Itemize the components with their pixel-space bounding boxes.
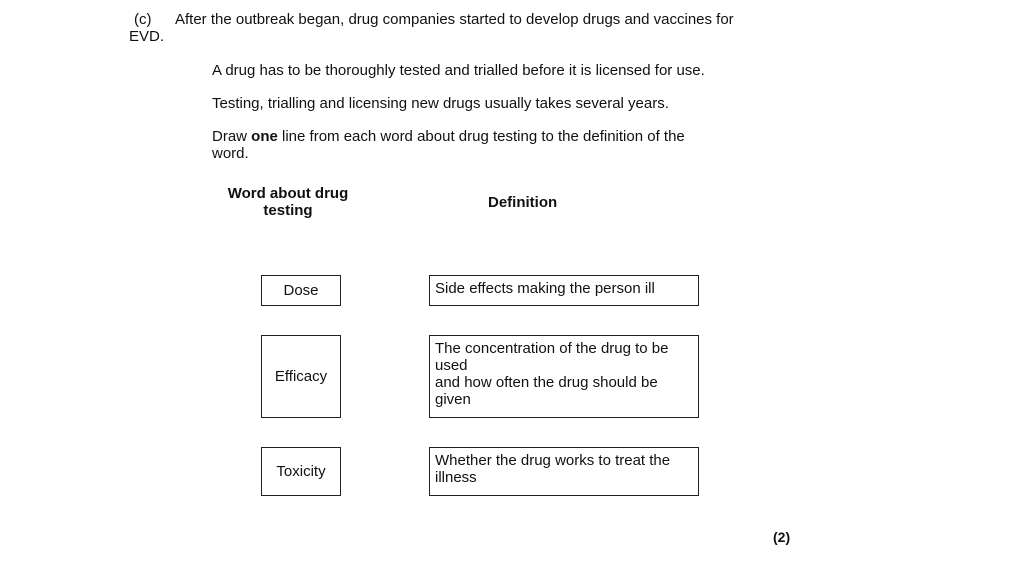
instruction-bold: one <box>251 128 278 145</box>
definition-text: Side effects making the person ill <box>435 280 655 297</box>
word-efficacy: Efficacy <box>274 368 328 385</box>
word-header-line2: testing <box>263 202 313 219</box>
definition-box-concentration[interactable] <box>429 335 699 418</box>
definition-text: used <box>435 357 468 374</box>
word-header-line1: Word about drug <box>227 185 349 202</box>
paragraph-duration: Testing, trialling and licensing new drugs usually takes several years. <box>212 95 669 112</box>
definition-text: The concentration of the drug to be <box>435 340 669 357</box>
instruction-post: line from each word about drug testing to the definition of the <box>277 128 685 145</box>
definition-box-side-effects[interactable] <box>429 275 699 306</box>
word-box-toxicity[interactable] <box>261 447 341 496</box>
question-text-line2: EVD. <box>129 28 165 45</box>
definition-text: and how often the drug should be <box>435 374 658 391</box>
definition-column-header: Definition <box>488 194 558 211</box>
word-column-header <box>210 185 366 219</box>
definition-text: given <box>435 391 471 408</box>
question-text-line1: After the outbreak began, drug companies started to develop drugs and vaccines for <box>175 11 734 28</box>
instruction-line2: word. <box>212 145 249 162</box>
instruction-line1 <box>212 128 685 145</box>
definition-text: illness <box>435 469 477 486</box>
paragraph-testing: A drug has to be thoroughly tested and trialled before it is licensed for use. <box>212 62 705 79</box>
word-box-dose[interactable] <box>261 275 341 306</box>
definition-box-works[interactable] <box>429 447 699 496</box>
question-label: (c) <box>134 11 152 28</box>
word-toxicity: Toxicity <box>276 463 326 480</box>
instruction-pre: Draw <box>212 128 252 145</box>
definition-text: Whether the drug works to treat the <box>435 452 671 469</box>
word-box-efficacy[interactable] <box>261 335 341 418</box>
word-dose: Dose <box>283 282 319 299</box>
marks-label: (2) <box>773 529 791 545</box>
